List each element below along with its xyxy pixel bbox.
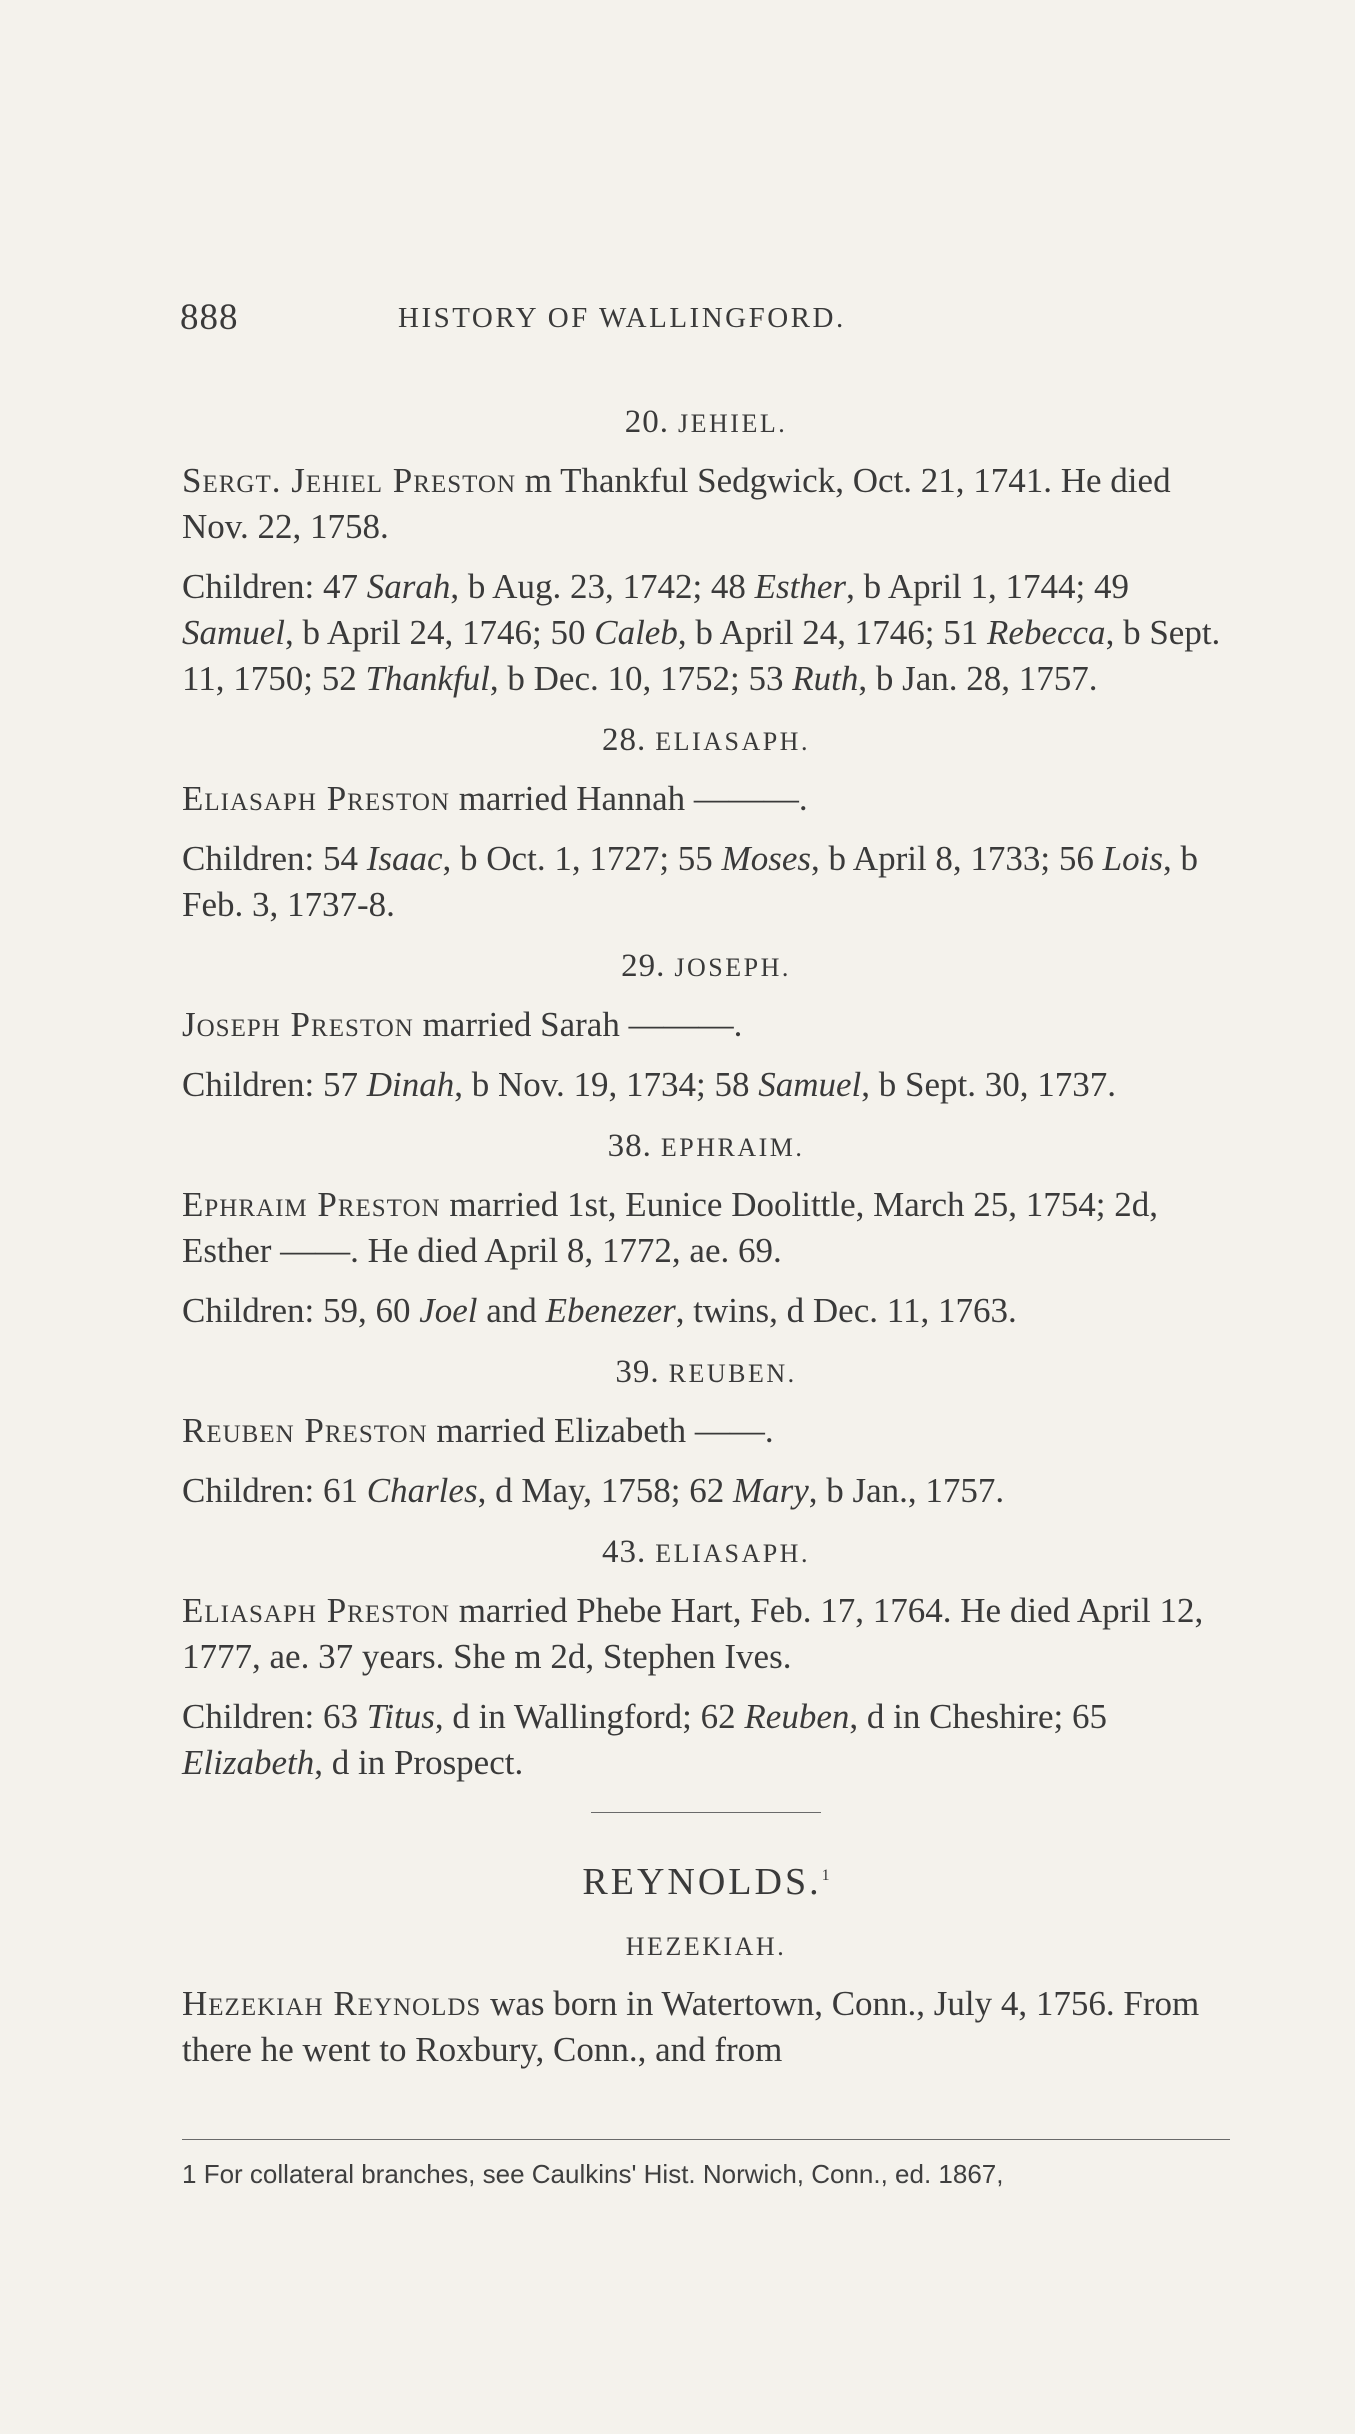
child-name: Caleb bbox=[594, 613, 678, 652]
child-name: Lois bbox=[1102, 839, 1163, 878]
children-paragraph bbox=[182, 1288, 1230, 1334]
child-number: 62 bbox=[700, 1697, 736, 1736]
footnote bbox=[182, 2156, 1230, 2192]
entry-name: Ephraim Preston bbox=[182, 1185, 441, 1224]
entry-name: Joseph Preston bbox=[182, 1005, 414, 1044]
child-entry bbox=[748, 659, 1097, 698]
section-number: 28. bbox=[602, 722, 647, 758]
children-label: Children: bbox=[182, 839, 323, 878]
child-detail: , b Sept. 11, 1750; bbox=[182, 613, 1221, 698]
child-number: 62 bbox=[689, 1471, 725, 1510]
child-name: Esther bbox=[754, 567, 847, 606]
entry-name: Reuben Preston bbox=[182, 1411, 428, 1450]
child-name: Thankful bbox=[365, 659, 490, 698]
page-number: 888 bbox=[180, 297, 239, 338]
page-header bbox=[180, 296, 1230, 344]
footnote-reference: 1 bbox=[821, 1867, 830, 1884]
child-entry bbox=[419, 1291, 537, 1330]
child-entry bbox=[546, 1291, 1017, 1330]
child-name: Mary bbox=[732, 1471, 809, 1510]
entry-paragraph bbox=[182, 1002, 1230, 1048]
entry-paragraph bbox=[182, 1981, 1230, 2073]
body-text bbox=[182, 384, 1230, 2087]
child-number: 48 bbox=[710, 567, 746, 606]
child-entry bbox=[711, 567, 1085, 606]
entry-text: m Thankful Sedgwick, Oct. 21, 1741. He died Nov. 22, 1758. bbox=[182, 461, 1171, 546]
entry-paragraph bbox=[182, 776, 1230, 822]
child-detail: , b April 1, 1744; bbox=[846, 567, 1086, 606]
child-number: 65 bbox=[1071, 1697, 1107, 1736]
child-detail: , b Jan. 28, 1757. bbox=[858, 659, 1098, 698]
child-detail: , b Feb. 3, 1737-8. bbox=[182, 839, 1198, 924]
children-label: Children: bbox=[182, 1291, 323, 1330]
child-number: 51 bbox=[943, 613, 979, 652]
section-name: REUBEN. bbox=[668, 1359, 797, 1388]
entry-paragraph bbox=[182, 458, 1230, 550]
footnote-text: For collateral branches, see Caulkins' Hist. Norwich, Conn., ed. 1867, bbox=[203, 2159, 1004, 2189]
children-label: Children: bbox=[182, 1471, 323, 1510]
section-heading bbox=[182, 1532, 1230, 1574]
child-number: 52 bbox=[321, 659, 357, 698]
child-number: 61 bbox=[322, 1471, 358, 1510]
children-numbers: 59, 60 bbox=[322, 1291, 420, 1330]
entry-paragraph bbox=[182, 1182, 1230, 1274]
section-number: 39. bbox=[615, 1354, 660, 1390]
entry-text: married Elizabeth ——. bbox=[427, 1411, 774, 1450]
child-entry bbox=[323, 839, 669, 878]
child-number: 50 bbox=[550, 613, 586, 652]
entry-text: was born in Watertown, Conn., July 4, 1756. From there he went to Roxbury, Conn., and from bbox=[182, 1984, 1200, 2069]
child-detail: , b Jan., 1757. bbox=[808, 1471, 1005, 1510]
child-number: 55 bbox=[677, 839, 713, 878]
child-name: Samuel bbox=[758, 1065, 862, 1104]
section-divider bbox=[591, 1812, 821, 1813]
child-number: 63 bbox=[322, 1697, 358, 1736]
section-number: 29. bbox=[621, 948, 666, 984]
section-name: ELIASAPH. bbox=[655, 727, 810, 756]
child-name: Elizabeth bbox=[182, 1743, 315, 1782]
children-paragraph bbox=[182, 1062, 1230, 1108]
section-name: HEZEKIAH. bbox=[625, 1932, 787, 1961]
child-number: 58 bbox=[714, 1065, 750, 1104]
section-number: 38. bbox=[607, 1128, 652, 1164]
child-name: Ebenezer bbox=[545, 1291, 676, 1330]
child-detail: , b Aug. 23, 1742; bbox=[450, 567, 703, 606]
child-entry bbox=[323, 1471, 680, 1510]
section-heading bbox=[182, 402, 1230, 444]
entry-paragraph bbox=[182, 1588, 1230, 1680]
child-detail: and bbox=[477, 1291, 537, 1330]
children-paragraph bbox=[182, 836, 1230, 928]
child-entry bbox=[689, 1471, 1004, 1510]
running-head: HISTORY OF WALLINGFORD. bbox=[398, 302, 846, 334]
entry-text: married Phebe Hart, Feb. 17, 1764. He died April 12, 1777, ae. 37 years. She m 2d, Stephen Ives. bbox=[182, 1591, 1204, 1676]
child-number: 47 bbox=[322, 567, 358, 606]
entry-text: married 1st, Eunice Doolittle, March 25, 1754; 2d, Esther ——. He died April 8, 1772, ae. 69. bbox=[182, 1185, 1158, 1270]
child-number: 53 bbox=[748, 659, 784, 698]
entry-text: married Hannah ———. bbox=[449, 779, 808, 818]
entry-text: married Sarah ———. bbox=[413, 1005, 743, 1044]
section-heading bbox=[182, 946, 1230, 988]
children-paragraph bbox=[182, 1694, 1230, 1786]
section-name: JEHIEL. bbox=[678, 409, 788, 438]
child-name: Joel bbox=[419, 1291, 478, 1330]
child-detail: , d in Cheshire; bbox=[849, 1697, 1064, 1736]
child-name: Titus bbox=[366, 1697, 435, 1736]
child-detail: , d in Wallingford; bbox=[434, 1697, 692, 1736]
section-heading bbox=[182, 1352, 1230, 1394]
child-detail: , b April 24, 1746; bbox=[677, 613, 935, 652]
child-number: 56 bbox=[1058, 839, 1094, 878]
child-name: Sarah bbox=[366, 567, 451, 606]
entry-paragraph bbox=[182, 1408, 1230, 1454]
child-detail: , d in Prospect. bbox=[314, 1743, 524, 1782]
child-entry bbox=[323, 567, 702, 606]
child-entry bbox=[550, 613, 934, 652]
family-title-text: REYNOLDS. bbox=[582, 1861, 822, 1903]
child-entry bbox=[322, 659, 740, 698]
child-detail: , b April 24, 1746; bbox=[285, 613, 542, 652]
section-name: EPHRAIM. bbox=[660, 1133, 805, 1162]
child-detail: , b Nov. 19, 1734; bbox=[454, 1065, 706, 1104]
section-name: JOSEPH. bbox=[674, 953, 791, 982]
section-heading bbox=[182, 1126, 1230, 1168]
child-number: 49 bbox=[1094, 567, 1129, 606]
entry-name: Hezekiah Reynolds bbox=[182, 1984, 482, 2023]
entry-name: Sergt. Jehiel Preston bbox=[182, 461, 517, 500]
child-name: Ruth bbox=[792, 659, 859, 698]
entry-name: Eliasaph Preston bbox=[182, 779, 450, 818]
footnote-rule bbox=[182, 2139, 1230, 2140]
footnote-marker: 1 bbox=[182, 2159, 197, 2189]
child-number: 57 bbox=[322, 1065, 358, 1104]
children-paragraph bbox=[182, 1468, 1230, 1514]
child-entry bbox=[678, 839, 1050, 878]
children-paragraph bbox=[182, 564, 1230, 702]
section-number: 43. bbox=[602, 1534, 647, 1570]
child-detail: , b Oct. 1, 1727; bbox=[442, 839, 670, 878]
child-detail: , d May, 1758; bbox=[477, 1471, 681, 1510]
entry-name: Eliasaph Preston bbox=[182, 1591, 450, 1630]
child-detail: , twins, d Dec. 11, 1763. bbox=[675, 1291, 1017, 1330]
section-name: ELIASAPH. bbox=[655, 1539, 810, 1568]
children-label: Children: bbox=[182, 1697, 323, 1736]
family-title bbox=[182, 1853, 1230, 1905]
children-label: Children: bbox=[182, 1065, 323, 1104]
child-detail: , b April 8, 1733; bbox=[810, 839, 1051, 878]
section-number: 20. bbox=[624, 404, 670, 440]
child-entry bbox=[714, 1065, 1116, 1104]
child-name: Moses bbox=[721, 839, 811, 878]
child-entry bbox=[701, 1697, 1064, 1736]
children-label: Children: bbox=[182, 567, 323, 606]
child-name: Samuel bbox=[182, 613, 286, 652]
section-heading bbox=[182, 1927, 1230, 1967]
child-name: Isaac bbox=[366, 839, 443, 878]
child-name: Reuben bbox=[744, 1697, 850, 1736]
section-heading bbox=[182, 720, 1230, 762]
child-detail: , b Dec. 10, 1752; bbox=[489, 659, 740, 698]
child-name: Rebecca bbox=[987, 613, 1106, 652]
child-name: Dinah bbox=[366, 1065, 455, 1104]
child-entry bbox=[323, 1697, 692, 1736]
child-number: 54 bbox=[322, 839, 358, 878]
child-entry bbox=[323, 1065, 706, 1104]
child-detail: , b Sept. 30, 1737. bbox=[861, 1065, 1116, 1104]
child-name: Charles bbox=[366, 1471, 478, 1510]
